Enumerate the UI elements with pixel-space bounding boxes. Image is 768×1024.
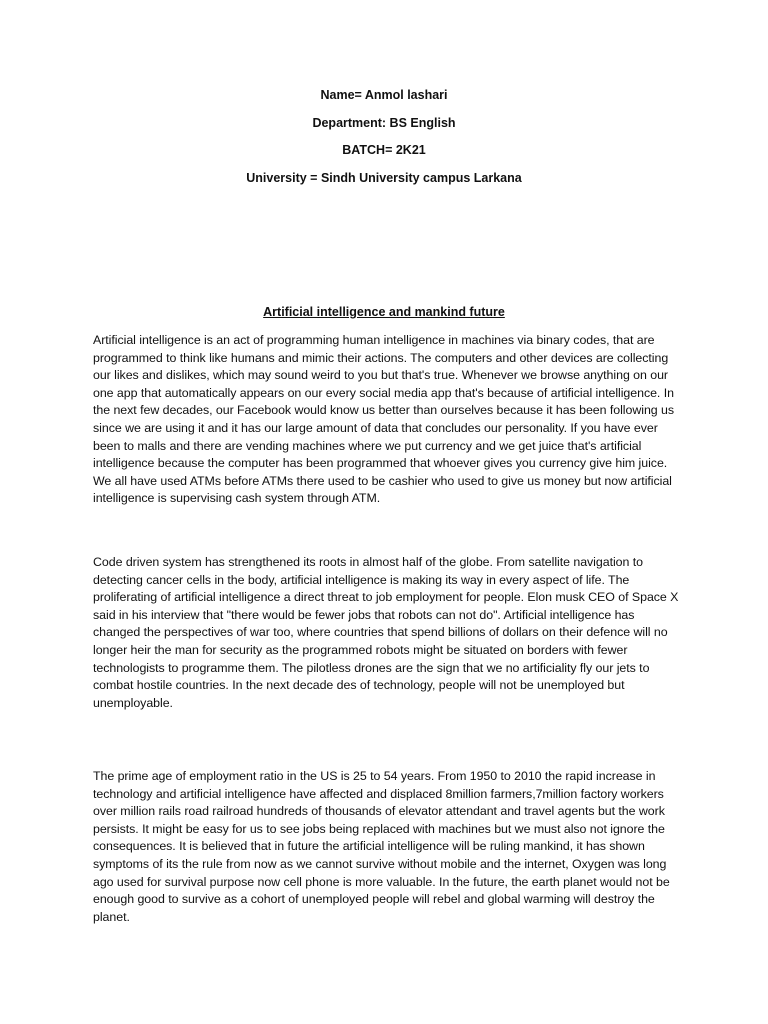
student-university: University = Sindh University campus Larkana bbox=[246, 170, 522, 185]
student-department: Department: BS English bbox=[312, 115, 456, 130]
essay-paragraph-2: Code driven system has strengthened its roots in almost half of the globe. From satellite navigation to detecting cancer cells in the body, artificial intelligence is making its way in every aspect of life. The proliferating of artificial intelligence a direct threat to job employment for people. Elon musk CEO of Space X said in his interview that "there would be fewer jobs that robots can not do". Artificial intelligence has changed the perspectives of war too, where countries that spend billions of dollars on their defence will no longer heir the man for security as the programmed robots might be situated on borders with fewer technologists to programme them. The pilotless drones are the sign that we no artificiality fly our jets to combat hostile countries. In the next decade des of technology, people will not be unemployed but unemployable. bbox=[93, 555, 679, 710]
student-info-header bbox=[0, 86, 768, 196]
student-name: Name= Anmol lashari bbox=[320, 88, 448, 102]
essay-title: Artificial intelligence and mankind future bbox=[263, 305, 505, 319]
student-batch: BATCH= 2K21 bbox=[342, 143, 426, 157]
essay-paragraph-1: Artificial intelligence is an act of programming human intelligence in machines via binary codes, that are programmed to think like humans and mimic their actions. The computers and other devices are collecting our likes and dislikes, which may sound weird to you but that's true. Whenever we browse anything on our one app that automatically appears on our every social media app that's because of artificial intelligence. In the next few decades, our Facebook would know us better than ourselves because it has been following us since we are using it and it has our large amount of data that concludes our personality. If you have ever been to malls and there are vending machines where we put currency and we get juice that's artificial intelligence because the computer has been programmed that whoever gives you currency give him juice. We all have used ATMs before ATMs there used to be cashier who used to give us money but now artificial intelligence is supervising cash system through ATM. bbox=[93, 333, 675, 506]
essay-paragraph-3: The prime age of employment ratio in the US is 25 to 54 years. From 1950 to 2010 the rapid increase in technology and artificial intelligence have affected and displaced 8million farmers,7million factory workers over million rails road railroad hundreds of thousands of elevator attendant and travel agents but the work persists. It might be easy for us to see jobs being replaced with machines but we must also not ignore the consequences. It is believed that in future the artificial intelligence will be ruling mankind, it has shown symptoms of its the rule from now as we cannot survive without mobile and the internet, Oxygen was long ago used for survival purpose now cell phone is more valuable. In the future, the earth planet would not be enough good to survive as a cohort of unemployed people will rebel and global warming will destroy the planet. bbox=[93, 769, 670, 924]
